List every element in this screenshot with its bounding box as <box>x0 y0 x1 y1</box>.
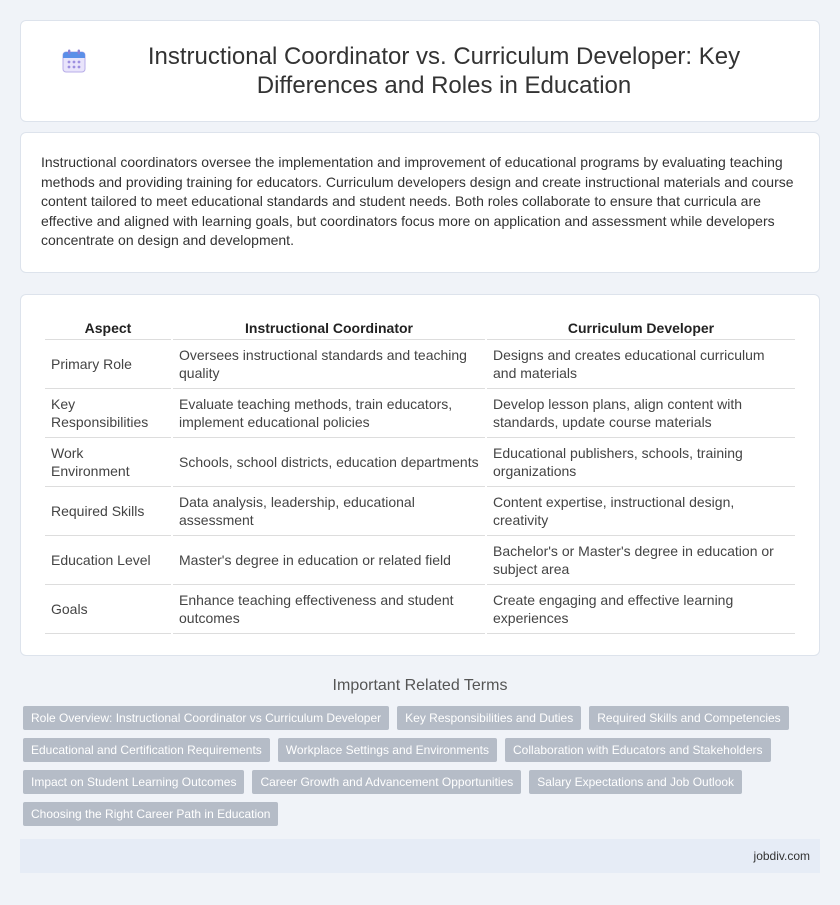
related-terms-section <box>20 677 820 834</box>
row-coordinator-value: Data analysis, leadership, educational assessment <box>173 487 485 536</box>
row-developer-value: Develop lesson plans, align content with standards, update course materials <box>487 389 795 438</box>
related-tag[interactable]: Career Growth and Advancement Opportunities <box>252 770 521 794</box>
related-tag[interactable]: Workplace Settings and Environments <box>278 738 497 762</box>
table-row <box>45 389 795 438</box>
page-title: Instructional Coordinator vs. Curriculum Developer: Key Differences and Roles in Education <box>147 43 741 99</box>
row-aspect: Work Environment <box>45 438 171 487</box>
row-developer-value: Educational publishers, schools, training organizations <box>487 438 795 487</box>
row-developer-value: Create engaging and effective learning experiences <box>487 585 795 634</box>
row-aspect: Primary Role <box>45 340 171 389</box>
related-tag[interactable]: Key Responsibilities and Duties <box>397 706 581 730</box>
related-tag[interactable]: Role Overview: Instructional Coordinator vs Curriculum Developer <box>23 706 389 730</box>
row-aspect: Key Responsibilities <box>45 389 171 438</box>
row-coordinator-value: Enhance teaching effectiveness and student outcomes <box>173 585 485 634</box>
row-coordinator-value: Evaluate teaching methods, train educators, implement educational policies <box>173 389 485 438</box>
table-row <box>45 536 795 585</box>
related-terms-tags <box>20 706 820 834</box>
row-coordinator-value: Schools, school districts, education departments <box>173 438 485 487</box>
table-row <box>45 438 795 487</box>
related-tag[interactable]: Collaboration with Educators and Stakeholders <box>505 738 770 762</box>
intro-card <box>20 132 820 273</box>
related-terms-title: Important Related Terms <box>332 677 508 694</box>
related-tag[interactable]: Educational and Certification Requirements <box>23 738 270 762</box>
related-tag[interactable]: Impact on Student Learning Outcomes <box>23 770 244 794</box>
row-coordinator-value: Oversees instructional standards and teaching quality <box>173 340 485 389</box>
row-aspect: Education Level <box>45 536 171 585</box>
footer <box>20 839 820 873</box>
row-developer-value: Content expertise, instructional design, creativity <box>487 487 795 536</box>
row-aspect: Goals <box>45 585 171 634</box>
row-coordinator-value: Master's degree in education or related field <box>173 536 485 585</box>
table-row <box>45 487 795 536</box>
table-row <box>45 585 795 634</box>
row-aspect: Required Skills <box>45 487 171 536</box>
header-instructional-coordinator: Instructional Coordinator <box>173 315 485 340</box>
row-developer-value: Bachelor's or Master's degree in education or subject area <box>487 536 795 585</box>
table-row <box>45 340 795 389</box>
related-tag[interactable]: Choosing the Right Career Path in Education <box>23 802 278 826</box>
header-curriculum-developer: Curriculum Developer <box>487 315 795 340</box>
footer-site-link[interactable]: jobdiv.com <box>753 849 810 863</box>
comparison-table <box>43 315 797 634</box>
intro-paragraph: Instructional coordinators oversee the implementation and improvement of educational programs by evaluating teaching methods and providing training for educators. Curriculum developers design and create instructional materials and course content tailored to meet educational standards and student needs. Both roles collaborate to ensure that curricula are effective and aligned with learning goals, but coordinators focus more on application and assessment while developers concentrate on design and development. <box>41 154 794 248</box>
table-header-row <box>45 315 795 340</box>
row-developer-value: Designs and creates educational curriculum and materials <box>487 340 795 389</box>
title-card <box>20 20 820 122</box>
related-tag[interactable]: Required Skills and Competencies <box>589 706 788 730</box>
comparison-table-card <box>20 294 820 656</box>
calendar-icon <box>61 48 87 74</box>
related-tag[interactable]: Salary Expectations and Job Outlook <box>529 770 742 794</box>
header-aspect: Aspect <box>45 315 171 340</box>
